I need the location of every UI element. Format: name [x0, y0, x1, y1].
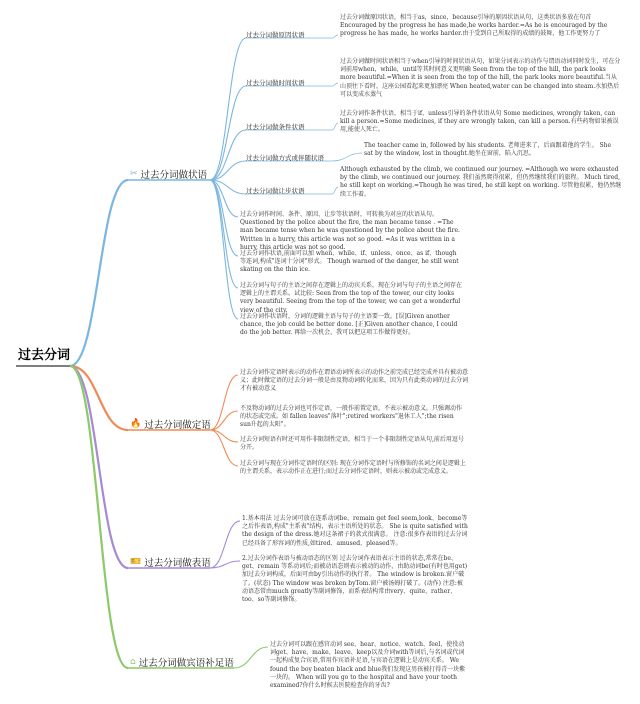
branch-label: 过去分词做宾语补足语	[138, 658, 234, 669]
note-text: 过去分词与现在分词作定语时的区别: 现在分词作定语时与所修饰的名词之间是逻辑上的主谓关系，表示动作正在进行;而过去分词作定语时，则表示被动或完成意义。	[240, 460, 466, 476]
branch-label: 过去分词做状语	[140, 170, 208, 181]
note-text: 过去分词作时间、条件、原因、让步等状语时，可转换为对应的状语从句。 Questioned by the police about the fire, the man became tense . =The man became tense when he was questioned by the police about the fire. Written in a hurry, this article was not so good. =As it was written in a hurry, this article was not so good.	[240, 211, 460, 251]
branch-label: 过去分词做表语	[144, 558, 211, 569]
sub-topic[interactable]: 过去分词做方式或伴随状语	[246, 154, 324, 162]
leaf-text: Although exhausted by the climb, we continued our journey. =Although we were exhausted by the climb, we continued our journey. 我们虽然爬得很累，但仍然继续我们的旅程。 Much tired, he still kept on working.=Though he was tired, he still kept on working. 尽管他很累，他仍然继续工作着。	[340, 166, 622, 198]
branch-4[interactable]	[128, 655, 236, 669]
note-text: 过去分词短语有时还可用作非限制性定语，相当于一个非限制性定语从句,前后用逗号分开。	[240, 436, 464, 452]
leaf-text: 过去分词作条件状语，相当于if，unless引导的条件状语从句 Some medicines, wrongly taken, can kill a person.=Some medicines, if they are wrongly taken, can kill a person.有些药物如果被误用,能使人死亡。	[340, 110, 619, 134]
leaf-text: The teacher came in, followed by his students. 老师进来了，后面跟着他的学生。 She sat by the window, lost in thought.她坐在窗前，陷入沉思。	[364, 142, 612, 158]
note-text: 不及物动词的过去分词也可作定语，一般作前置定语，不表示被动意义，只强调动作的状态或完成。如 fallen leaves"落叶";retired workers"退休工人";the risen sun升起的太阳"。	[240, 405, 463, 429]
branch-label: 过去分词做定语	[144, 420, 211, 431]
leaf-text: 过去分词做时间状语相当于when引导的时间状语从句，如果分词表示的动作与谓语动词同时发生，可在分词前用when，while，until等其时间意义更明确 Seen from the top of the hill, the park looks more beautiful.=When it is seen from the top of the hill, the park looks more beautiful.当从山顶往下看时，这座公园看起来更加漂亮 When heated,water can be changed into steam.水加热后可以变成水蒸气	[340, 58, 621, 98]
home-icon: ⌂	[130, 656, 136, 667]
note-text: 过去分词可以跟在感官动词 see、hear、notice、watch、feel，使役动词get、have、make、leave、keep以及介词with等词后,与名词或代词一起构成复合宾语,常用作宾语补足语,与宾语在逻辑上是动宾关系。 We found the boy beaten black and blue我们发现这男孩被打得青一块紫一块的。 When will you go to the hospital and have your tooth examined?你什么时候去医院检查你的牙齿?	[270, 641, 466, 690]
branch-1[interactable]	[128, 167, 209, 181]
branch-3[interactable]	[128, 555, 213, 569]
note-text: 1.基本用法 过去分词可放在连系动词be、remain get feel seem,look、become等之后作表语,构成"主系表"结构，表示主语所处的状态。 She is quite satisfied with the design of the dress.她对这条裙子的款式很满意。 注意:很多作表语的过去分词已经具备了形容词的性质,如tired、amused、pleased等。	[242, 515, 468, 547]
ticket-icon: 🎫	[130, 556, 142, 567]
sub-topic[interactable]: 过去分词做时间状语	[246, 79, 305, 87]
note-text: 过去分词作定语时表示的动作在谓语动词所表示的动作之前完成已经完成并具有被动意义；此时做定语的过去分词一般是由及物动词转化而来，因为只有此类动词的过去分词才有被动意义	[240, 369, 469, 393]
branch-2[interactable]	[128, 417, 213, 431]
fire-icon: 🔥	[130, 418, 142, 429]
note-text: 过去分词与句子的主语之间存在逻辑上的动宾关系，现在分词与句子的主语之间存在逻辑上的主谓关系。试比较: Seen from the top of the tower, our city looks very beautiful. Seeing from the top of the tower, we can get a wonderful view of the city.	[240, 282, 463, 314]
note-text: 过去分词作状语,前面可以加 when、while、if、unless、once、as if、though等连词,构成"连词十分词"形式。 Though warned of the danger, he still went skating on the thin ice.	[240, 250, 459, 274]
tools-icon: ✂	[130, 168, 138, 179]
note-text: 2.过去分词作表语与被动语态的区别 过去分词作表语表示主语的状态,常常在be、get、remain 等系动词后;而被动语态则表示被动的动作，由助动词be(有时也用get)加过去分词构成，后面可由by引出动作的执行者。 The window is broken.窗户破了。(状态) The window was broken byTom.窗户被汤姆打破了。(动作) 注意:被动语态常由much greatly等副词修饰，而系表结构常由very、quite、rather、too、so等副词修饰。	[242, 555, 468, 604]
sub-topic[interactable]: 过去分词做让步状语	[246, 187, 305, 195]
sub-topic[interactable]: 过去分词做原因状语	[246, 31, 305, 39]
leaf-text: 过去分词做原因状语，相当于as，since，because引导的原因状语从句，这类状语多放在句首 Encouraged by the progress he has made,he works harder.=As he is encouraged by the progress he has made, he works harder.由于受到自己所取得的成绩的鼓舞，他工作更努力了	[340, 14, 608, 38]
sub-topic[interactable]: 过去分词做条件状语	[246, 123, 305, 131]
root-topic: 过去分词	[18, 348, 71, 363]
note-text: 过去分词作状语时，分词的逻辑主语与句子的主语要一致。[误]Given another chance, the job could be better done. [正]Given another chance, I could do the job better. 再给一次机会，我可以把这项工作做得更好。	[240, 313, 458, 337]
